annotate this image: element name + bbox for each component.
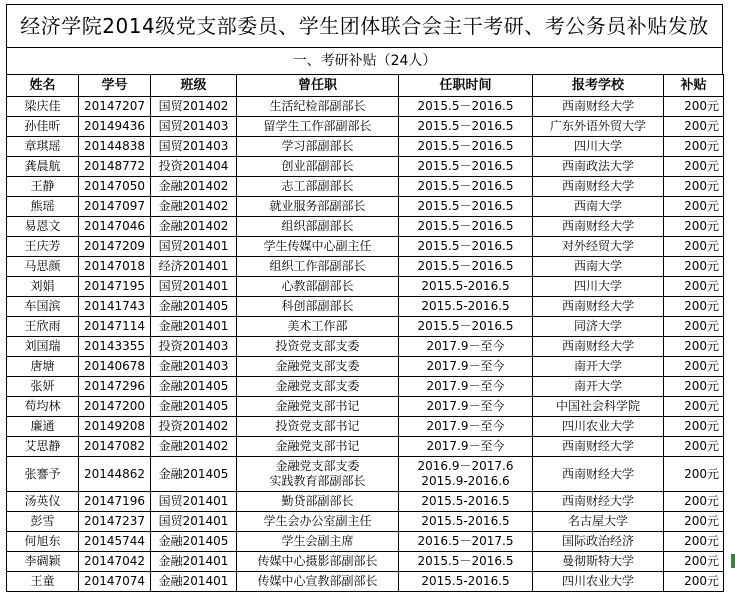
cell-school[interactable]: 国际政治经济 — [533, 532, 664, 552]
cell-school[interactable]: 西南财经大学 — [533, 337, 664, 357]
cell-student-id[interactable]: 20143355 — [79, 337, 151, 357]
cell-position[interactable]: 留学生工作部副部长 — [237, 117, 399, 137]
sheet-title: 经济学院2014级党支部委员、学生团体联合会主干考研、考公务员补贴发放 — [6, 4, 723, 47]
cell-position[interactable] — [237, 457, 399, 492]
cell-award[interactable]: 200元 — [664, 572, 724, 592]
cell-period[interactable]: 2015.5－2016.5 — [399, 97, 533, 117]
table-row — [7, 217, 724, 237]
cell-name[interactable]: 李碉颖 — [7, 552, 79, 572]
table-row — [7, 377, 724, 397]
cell-position[interactable]: 就业服务部副部长 — [237, 197, 399, 217]
cell-name[interactable]: 王欣雨 — [7, 317, 79, 337]
cell-class[interactable]: 国贸201403 — [151, 117, 237, 137]
cell-name[interactable]: 汤英仪 — [7, 492, 79, 512]
table-row — [7, 117, 724, 137]
cell-award[interactable]: 200元 — [664, 237, 724, 257]
cell-class[interactable]: 投资201403 — [151, 337, 237, 357]
cell-position[interactable]: 传媒中心摄影部副部长 — [237, 552, 399, 572]
cell-award[interactable]: 200元 — [664, 457, 724, 492]
cell-position[interactable]: 学习部副部长 — [237, 137, 399, 157]
cell-class[interactable]: 投资201402 — [151, 417, 237, 437]
cell-name[interactable]: 易恩文 — [7, 217, 79, 237]
cell-period[interactable]: 2015.5－2016.5 — [399, 217, 533, 237]
cell-position-line-2: 实践教育部副部长 — [269, 474, 366, 488]
cell-fill-handle[interactable] — [731, 554, 735, 568]
col-header-class[interactable]: 班级 — [151, 75, 237, 97]
cell-student-id[interactable]: 20149436 — [79, 117, 151, 137]
cell-position[interactable]: 金融党支部支委 — [237, 357, 399, 377]
cell-school[interactable]: 西南财经大学 — [533, 437, 664, 457]
cell-student-id[interactable]: 20141743 — [79, 297, 151, 317]
cell-class[interactable]: 金融201401 — [151, 572, 237, 592]
cell-award[interactable]: 200元 — [664, 97, 724, 117]
cell-student-id[interactable]: 20147209 — [79, 237, 151, 257]
cell-period[interactable]: 2015.5－2016.5 — [399, 157, 533, 177]
cell-school[interactable]: 四川农业大学 — [533, 572, 664, 592]
cell-class[interactable]: 金融201402 — [151, 197, 237, 217]
cell-class[interactable]: 金融201401 — [151, 552, 237, 572]
cell-student-id[interactable]: 20147097 — [79, 197, 151, 217]
table-row — [7, 552, 724, 572]
table-row — [7, 237, 724, 257]
table-row — [7, 177, 724, 197]
cell-name[interactable]: 梁庆佳 — [7, 97, 79, 117]
cell-period[interactable]: 2015.5－2016.5 — [399, 237, 533, 257]
cell-position[interactable]: 生活纪检部副部长 — [237, 97, 399, 117]
table-row — [7, 457, 724, 492]
cell-name[interactable]: 王静 — [7, 177, 79, 197]
cell-period-line-2: 2015.9-2016.6 — [421, 474, 510, 488]
cell-position[interactable]: 金融党支部支委 — [237, 377, 399, 397]
cell-award[interactable]: 200元 — [664, 177, 724, 197]
cell-school[interactable]: 西南大学 — [533, 197, 664, 217]
cell-position[interactable]: 勤贷部副部长 — [237, 492, 399, 512]
cell-period[interactable]: 2015.5－2016.5 — [399, 552, 533, 572]
cell-class[interactable]: 金融201401 — [151, 317, 237, 337]
cell-period[interactable]: 2017.9－至今 — [399, 397, 533, 417]
cell-period[interactable]: 2015.5－2016.5 — [399, 257, 533, 277]
table-row — [7, 512, 724, 532]
cell-class[interactable]: 投资201404 — [151, 157, 237, 177]
cell-name[interactable]: 孙佳昕 — [7, 117, 79, 137]
cell-position[interactable]: 心教部副部长 — [237, 277, 399, 297]
cell-award[interactable]: 200元 — [664, 512, 724, 532]
cell-class[interactable]: 国贸201402 — [151, 97, 237, 117]
cell-position[interactable]: 学生会办公室副主任 — [237, 512, 399, 532]
cell-award[interactable]: 200元 — [664, 357, 724, 377]
cell-class[interactable]: 国贸201403 — [151, 137, 237, 157]
cell-name[interactable]: 章琪瑶 — [7, 137, 79, 157]
cell-position[interactable]: 科创部副部长 — [237, 297, 399, 317]
cell-name[interactable]: 苟均林 — [7, 397, 79, 417]
cell-award[interactable]: 200元 — [664, 437, 724, 457]
table-row — [7, 137, 724, 157]
cell-school[interactable]: 四川大学 — [533, 277, 664, 297]
table-row — [7, 357, 724, 377]
table-row — [7, 297, 724, 317]
cell-school[interactable]: 西南财经大学 — [533, 177, 664, 197]
cell-period[interactable]: 2017.9－至今 — [399, 337, 533, 357]
cell-period[interactable]: 2015.5－2016.5 — [399, 317, 533, 337]
cell-class[interactable]: 国贸201401 — [151, 237, 237, 257]
cell-award[interactable]: 200元 — [664, 117, 724, 137]
cell-position[interactable]: 金融党支部书记 — [237, 437, 399, 457]
table-row — [7, 257, 724, 277]
cell-name[interactable]: 王童 — [7, 572, 79, 592]
cell-school[interactable]: 曼彻斯特大学 — [533, 552, 664, 572]
table-row — [7, 532, 724, 552]
cell-student-id[interactable]: 20147042 — [79, 552, 151, 572]
cell-period[interactable]: 2015.5－2016.5 — [399, 137, 533, 157]
cell-name[interactable]: 刘娟 — [7, 277, 79, 297]
table-row — [7, 417, 724, 437]
cell-student-id[interactable]: 20147074 — [79, 572, 151, 592]
cell-school[interactable]: 西南财经大学 — [533, 297, 664, 317]
col-header-student-id[interactable]: 学号 — [79, 75, 151, 97]
cell-school[interactable]: 西南财经大学 — [533, 97, 664, 117]
cell-class[interactable]: 金融201402 — [151, 177, 237, 197]
col-header-award[interactable]: 补贴 — [664, 75, 724, 97]
cell-award[interactable]: 200元 — [664, 257, 724, 277]
cell-school[interactable]: 同济大学 — [533, 317, 664, 337]
cell-school[interactable]: 对外经贸大学 — [533, 237, 664, 257]
cell-student-id[interactable]: 20147207 — [79, 97, 151, 117]
cell-period[interactable]: 2015.5－2016.5 — [399, 117, 533, 137]
cell-name[interactable]: 马思颜 — [7, 257, 79, 277]
cell-period[interactable]: 2015.5－2016.5 — [399, 177, 533, 197]
cell-student-id[interactable]: 20149208 — [79, 417, 151, 437]
cell-name[interactable]: 王庆芳 — [7, 237, 79, 257]
cell-student-id[interactable]: 20147200 — [79, 397, 151, 417]
cell-name[interactable]: 张謇予 — [7, 457, 79, 492]
cell-school[interactable]: 南开大学 — [533, 357, 664, 377]
cell-award[interactable]: 200元 — [664, 337, 724, 357]
cell-school[interactable]: 西南政法大学 — [533, 157, 664, 177]
cell-period[interactable]: 2017.9－至今 — [399, 437, 533, 457]
cell-student-id[interactable]: 20147114 — [79, 317, 151, 337]
cell-award[interactable]: 200元 — [664, 157, 724, 177]
cell-school[interactable]: 南开大学 — [533, 377, 664, 397]
cell-class[interactable]: 金融201402 — [151, 217, 237, 237]
cell-award[interactable]: 200元 — [664, 492, 724, 512]
table-row — [7, 437, 724, 457]
cell-student-id[interactable]: 20144838 — [79, 137, 151, 157]
table-row — [7, 277, 724, 297]
cell-name[interactable]: 熊瑶 — [7, 197, 79, 217]
cell-position[interactable]: 学生传媒中心副主任 — [237, 237, 399, 257]
table-row — [7, 397, 724, 417]
col-header-period[interactable]: 任职时间 — [399, 75, 533, 97]
cell-name[interactable]: 廉通 — [7, 417, 79, 437]
cell-award[interactable]: 200元 — [664, 137, 724, 157]
cell-student-id[interactable]: 20147050 — [79, 177, 151, 197]
table-row — [7, 572, 724, 592]
cell-award[interactable]: 200元 — [664, 377, 724, 397]
cell-period[interactable]: 2017.9－至今 — [399, 417, 533, 437]
cell-award[interactable]: 200元 — [664, 532, 724, 552]
cell-period[interactable]: 2015.5-2016.5 — [399, 277, 533, 297]
cell-period[interactable]: 2015.5-2016.5 — [399, 492, 533, 512]
cell-name[interactable]: 张妍 — [7, 377, 79, 397]
cell-class[interactable]: 金融201405 — [151, 377, 237, 397]
cell-name[interactable]: 唐塘 — [7, 357, 79, 377]
cell-student-id[interactable]: 20147018 — [79, 257, 151, 277]
cell-position[interactable]: 组织部副部长 — [237, 217, 399, 237]
cell-position[interactable]: 志工部副部长 — [237, 177, 399, 197]
cell-position[interactable]: 创业部副部长 — [237, 157, 399, 177]
col-header-school[interactable]: 报考学校 — [533, 75, 664, 97]
cell-name[interactable]: 刘国瑞 — [7, 337, 79, 357]
cell-class[interactable]: 经济201401 — [151, 257, 237, 277]
cell-award[interactable]: 200元 — [664, 217, 724, 237]
cell-school[interactable]: 中国社会科学院 — [533, 397, 664, 417]
cell-period[interactable]: 2015.5-2016.5 — [399, 572, 533, 592]
cell-name[interactable]: 车国滨 — [7, 297, 79, 317]
cell-period[interactable]: 2015.5-2016.5 — [399, 512, 533, 532]
cell-position[interactable]: 投资党支部书记 — [237, 417, 399, 437]
cell-school[interactable]: 西南财经大学 — [533, 457, 664, 492]
cell-position[interactable]: 投资党支部支委 — [237, 337, 399, 357]
cell-class[interactable]: 国贸201401 — [151, 277, 237, 297]
col-header-position[interactable]: 曾任职 — [237, 75, 399, 97]
cell-period[interactable] — [399, 457, 533, 492]
cell-position[interactable]: 美术工作部 — [237, 317, 399, 337]
cell-award[interactable]: 200元 — [664, 277, 724, 297]
cell-student-id[interactable]: 20147296 — [79, 377, 151, 397]
cell-position[interactable]: 组织工作部副部长 — [237, 257, 399, 277]
cell-student-id[interactable]: 20147082 — [79, 437, 151, 457]
cell-student-id[interactable]: 20147237 — [79, 512, 151, 532]
cell-name[interactable]: 龚晨航 — [7, 157, 79, 177]
cell-period[interactable]: 2017.9－至今 — [399, 357, 533, 377]
cell-school[interactable]: 四川农业大学 — [533, 417, 664, 437]
cell-position-line-1: 金融党支部支委 — [275, 459, 360, 473]
cell-class[interactable]: 国贸201401 — [151, 492, 237, 512]
table-row — [7, 97, 724, 117]
cell-school[interactable]: 名古屋大学 — [533, 512, 664, 532]
cell-period[interactable]: 2015.5-2016.5 — [399, 297, 533, 317]
cell-student-id[interactable]: 20144862 — [79, 457, 151, 492]
col-header-name[interactable]: 姓名 — [7, 75, 79, 97]
cell-student-id[interactable]: 20140678 — [79, 357, 151, 377]
cell-school[interactable]: 西南大学 — [533, 257, 664, 277]
cell-student-id[interactable]: 20147046 — [79, 217, 151, 237]
table-row — [7, 492, 724, 512]
cell-period-line-1: 2016.9－2017.6 — [417, 459, 514, 473]
cell-award[interactable]: 200元 — [664, 397, 724, 417]
table-row — [7, 337, 724, 357]
table-row — [7, 317, 724, 337]
subsidy-table — [6, 74, 724, 592]
cell-award[interactable]: 200元 — [664, 552, 724, 572]
cell-period[interactable]: 2017.9－至今 — [399, 377, 533, 397]
cell-name[interactable]: 彭雪 — [7, 512, 79, 532]
cell-class[interactable]: 金融201402 — [151, 437, 237, 457]
cell-position[interactable]: 传媒中心宣教部副部长 — [237, 572, 399, 592]
cell-award[interactable]: 200元 — [664, 197, 724, 217]
cell-student-id[interactable]: 20145744 — [79, 532, 151, 552]
cell-school[interactable]: 西南财经大学 — [533, 217, 664, 237]
cell-class[interactable]: 国贸201401 — [151, 512, 237, 532]
cell-name[interactable]: 艾思静 — [7, 437, 79, 457]
cell-school[interactable]: 广东外语外贸大学 — [533, 117, 664, 137]
cell-class[interactable]: 金融201405 — [151, 397, 237, 417]
section-heading: 一、考研补贴（24人） — [6, 47, 723, 74]
cell-student-id[interactable]: 20147195 — [79, 277, 151, 297]
spreadsheet — [6, 4, 723, 592]
cell-class[interactable]: 金融201405 — [151, 457, 237, 492]
cell-award[interactable]: 200元 — [664, 417, 724, 437]
table-row — [7, 197, 724, 217]
cell-class[interactable]: 金融201403 — [151, 357, 237, 377]
cell-period[interactable]: 2016.5－2017.5 — [399, 532, 533, 552]
cell-school[interactable]: 四川大学 — [533, 137, 664, 157]
cell-position[interactable]: 金融党支部书记 — [237, 397, 399, 417]
cell-period[interactable]: 2015.5－2016.5 — [399, 197, 533, 217]
cell-class[interactable]: 金融201405 — [151, 532, 237, 552]
header-row — [7, 75, 724, 97]
cell-position[interactable]: 学生会副主席 — [237, 532, 399, 552]
cell-name[interactable]: 何旭东 — [7, 532, 79, 552]
table-row — [7, 157, 724, 177]
cell-student-id[interactable]: 20148772 — [79, 157, 151, 177]
cell-school[interactable]: 西南财经大学 — [533, 492, 664, 512]
cell-student-id[interactable]: 20147196 — [79, 492, 151, 512]
cell-award[interactable]: 200元 — [664, 317, 724, 337]
cell-class[interactable]: 金融201405 — [151, 297, 237, 317]
cell-award[interactable]: 200元 — [664, 297, 724, 317]
